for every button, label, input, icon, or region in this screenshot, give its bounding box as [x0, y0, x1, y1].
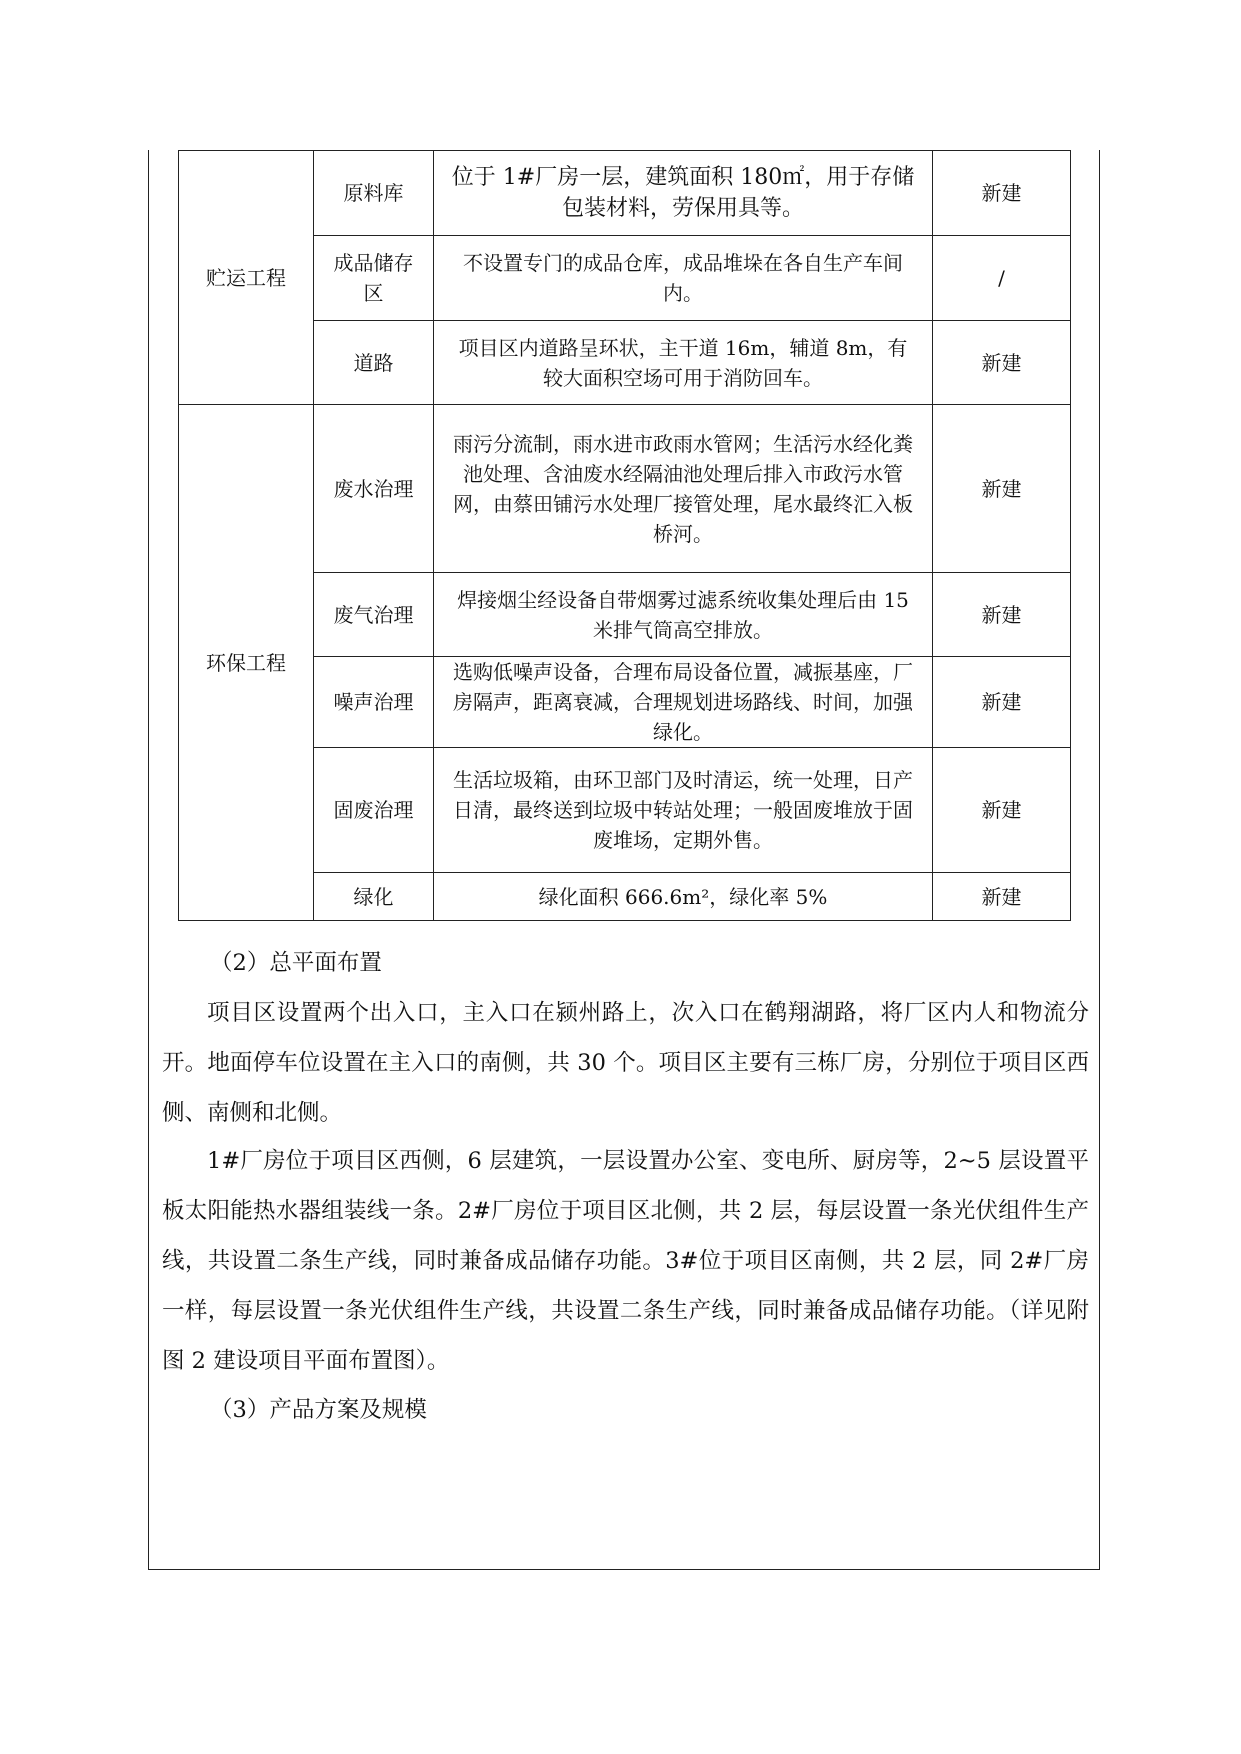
description-cell: 位于 1#厂房一层，建筑面积 180㎡，用于存储包装材料，劳保用具等。: [434, 151, 933, 236]
category-cell: 环保工程: [179, 405, 314, 921]
description-cell: 生活垃圾箱，由环卫部门及时清运，统一处理，日产日清，最终送到垃圾中转站处理；一般固废堆放于固废堆场，定期外售。: [434, 748, 933, 873]
status-cell: 新建: [933, 405, 1071, 573]
status-cell: 新建: [933, 573, 1071, 657]
item-cell: 废水治理: [314, 405, 434, 573]
section-2-heading: （2）总平面布置: [210, 950, 382, 976]
category-cell: 贮运工程: [179, 151, 314, 405]
status-cell: 新建: [933, 151, 1071, 236]
description-cell: 绿化面积 666.6m²，绿化率 5%: [434, 873, 933, 921]
status-cell: /: [933, 236, 1071, 321]
table-row: [179, 405, 1071, 573]
table-row: [179, 151, 1071, 236]
description-cell: 焊接烟尘经设备自带烟雾过滤系统收集处理后由 15 米排气筒高空排放。: [434, 573, 933, 657]
paragraph-layout-buildings: 1#厂房位于项目区西侧，6 层建筑，一层设置办公室、变电所、厨房等，2~5 层设置平板太阳能热水器组装线一条。2#厂房位于项目区北侧，共 2 层，每层设置一条光伏组件生产线，共设置二条生产线，同时兼备成品储存功能。3#位于项目区南侧，共 2 层，同 2#厂房一样，每层设置一条光伏组件生产线，共设置二条生产线，同时兼备成品储存功能。（详见附图 2 建设项目平面布置图）。: [162, 1148, 1089, 1374]
section-3-heading: （3）产品方案及规模: [210, 1397, 427, 1423]
item-cell: 废气治理: [314, 573, 434, 657]
paragraph-layout-entrances: 项目区设置两个出入口，主入口在颍州路上，次入口在鹤翔湖路，将厂区内人和物流分开。地面停车位设置在主入口的南侧，共 30 个。项目区主要有三栋厂房，分别位于项目区西侧、南侧和北侧。: [162, 1000, 1089, 1126]
project-composition-table: [178, 150, 1071, 921]
status-cell: 新建: [933, 321, 1071, 405]
description-cell: 不设置专门的成品仓库，成品堆垛在各自生产车间内。: [434, 236, 933, 321]
item-cell: 成品储存区: [314, 236, 434, 321]
status-cell: 新建: [933, 748, 1071, 873]
description-cell: 选购低噪声设备，合理布局设备位置，减振基座，厂房隔声，距离衰减，合理规划进场路线、时间，加强绿化。: [434, 657, 933, 748]
item-cell: 原料库: [314, 151, 434, 236]
item-cell: 噪声治理: [314, 657, 434, 748]
description-cell: 雨污分流制，雨水进市政雨水管网；生活污水经化粪池处理、含油废水经隔油池处理后排入市政污水管网，由蔡田铺污水处理厂接管处理，尾水最终汇入板桥河。: [434, 405, 933, 573]
status-cell: 新建: [933, 657, 1071, 748]
item-cell: 绿化: [314, 873, 434, 921]
description-cell: 项目区内道路呈环状，主干道 16m，辅道 8m，有较大面积空场可用于消防回车。: [434, 321, 933, 405]
status-cell: 新建: [933, 873, 1071, 921]
item-cell: 道路: [314, 321, 434, 405]
item-cell: 固废治理: [314, 748, 434, 873]
